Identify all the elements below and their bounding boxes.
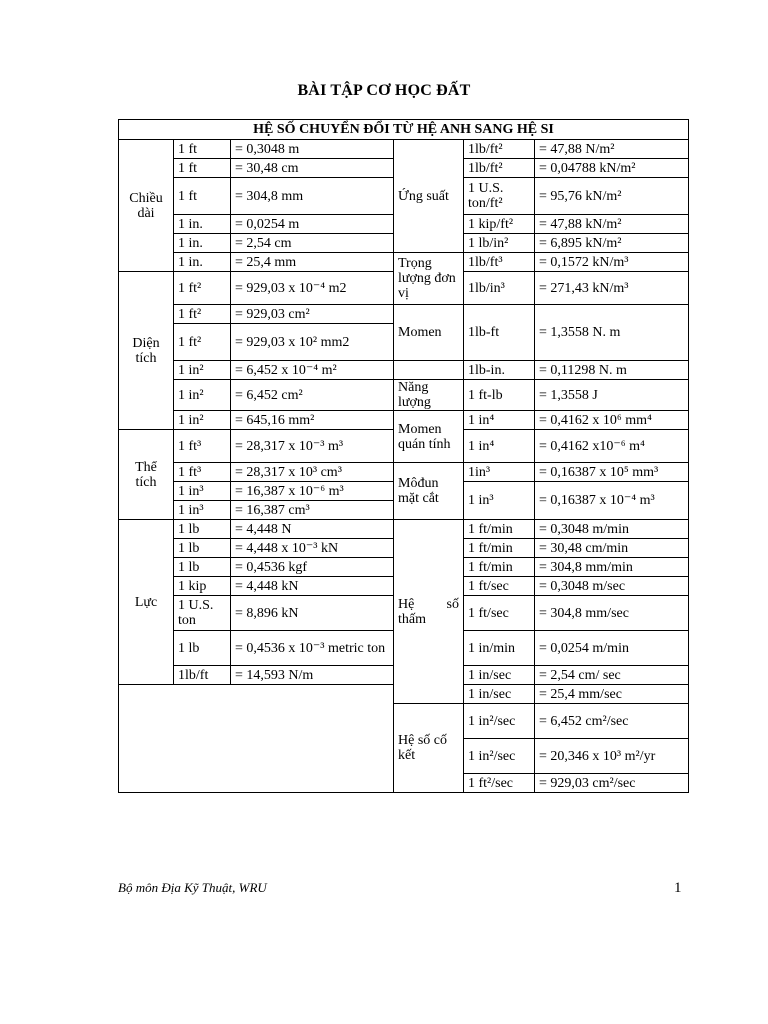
right-unit: 1 ft/sec [464,596,535,631]
right-unit: 1 U.S. ton/ft² [464,178,535,215]
left-value: = 929,03 x 10⁻⁴ m2 [231,272,394,305]
conversion-table [118,119,689,793]
left-unit: 1 kip [174,577,231,596]
left-value: = 25,4 mm [231,253,394,272]
right-value: = 0,3048 m/sec [535,577,689,596]
left-unit: 1 lb [174,539,231,558]
right-value: = 304,8 mm/sec [535,596,689,631]
footer-department: Bộ môn Địa Kỹ Thuật, WRU [118,880,267,895]
right-value: = 304,8 mm/min [535,558,689,577]
left-unit: 1 ft² [174,324,231,361]
right-unit: 1lb-in. [464,361,535,380]
right-value: = 47,88 kN/m² [535,215,689,234]
right-value: = 6,452 cm²/sec [535,704,689,739]
right-unit: 1 in/min [464,631,535,666]
left-unit: 1 in. [174,234,231,253]
left-value: = 16,387 x 10⁻⁶ m³ [231,482,394,501]
right-value: = 20,346 x 10³ m²/yr [535,739,689,774]
right-value: = 1,3558 N. m [535,305,689,361]
right-value: = 0,16387 x 10⁻⁴ m³ [535,482,689,520]
right-unit: 1lb/ft² [464,159,535,178]
left-value: = 16,387 cm³ [231,501,394,520]
category-unit-weight: Trọng lượng đơn vị [394,253,464,305]
left-unit: 1 in³ [174,501,231,520]
right-value: = 95,76 kN/m² [535,178,689,215]
left-value: = 28,317 x 10⁻³ m³ [231,430,394,463]
right-unit: 1lb/ft³ [464,253,535,272]
right-value: = 6,895 kN/m² [535,234,689,253]
category-permeability: Hệ số thấm [394,520,464,704]
left-unit: 1 lb [174,631,231,666]
left-unit: 1 U.S. ton [174,596,231,631]
right-value: = 1,3558 J [535,380,689,411]
category-inertia: Momen quán tính [394,411,464,463]
left-unit: 1 lb [174,558,231,577]
right-value: = 0,04788 kN/m² [535,159,689,178]
category-consolidation: Hệ số cố kết [394,704,464,793]
category-force: Lực [119,520,174,685]
left-value: = 929,03 cm² [231,305,394,324]
page-title: BÀI TẬP CƠ HỌC ĐẤT [297,82,471,99]
left-value: = 8,896 kN [231,596,394,631]
right-value: = 0,4162 x10⁻⁶ m⁴ [535,430,689,463]
right-value: = 47,88 N/m² [535,140,689,159]
right-value: = 25,4 mm/sec [535,685,689,704]
left-value: = 2,54 cm [231,234,394,253]
right-value: = 929,03 cm²/sec [535,774,689,793]
left-unit: 1 in² [174,380,231,411]
left-value: = 6,452 cm² [231,380,394,411]
left-value: = 304,8 mm [231,178,394,215]
right-value: = 0,4162 x 10⁶ mm⁴ [535,411,689,430]
right-unit: 1 kip/ft² [464,215,535,234]
left-unit: 1 lb [174,520,231,539]
left-value: = 28,317 x 10³ cm³ [231,463,394,482]
right-unit: 1 ft/sec [464,577,535,596]
right-unit: 1lb/ft² [464,140,535,159]
category-volume: Thể tích [119,430,174,520]
left-value: = 0,4536 x 10⁻³ metric ton [231,631,394,666]
category-energy: Năng lượng [394,380,464,411]
right-value: = 30,48 cm/min [535,539,689,558]
left-unit: 1 in. [174,215,231,234]
left-unit: 1 ft² [174,272,231,305]
category-moment: Momen [394,305,464,361]
left-unit: 1lb/ft [174,666,231,685]
left-value: = 14,593 N/m [231,666,394,685]
empty-cell [119,685,394,793]
right-value: = 271,43 kN/m³ [535,272,689,305]
left-unit: 1 ft³ [174,430,231,463]
right-unit: 1 ft-lb [464,380,535,411]
right-unit: 1 ft/min [464,539,535,558]
right-unit: 1 in²/sec [464,704,535,739]
table-header: HỆ SỐ CHUYỂN ĐỔI TỪ HỆ ANH SANG HỆ SI [119,120,689,140]
category-moment-cont [394,361,464,380]
left-unit: 1 ft [174,159,231,178]
category-area: Diện tích [119,272,174,430]
right-unit: 1 ft/min [464,558,535,577]
right-value: = 0,11298 N. m [535,361,689,380]
right-unit: 1 ft²/sec [464,774,535,793]
left-unit: 1 in² [174,411,231,430]
left-value: = 4,448 N [231,520,394,539]
left-value: = 30,48 cm [231,159,394,178]
category-section-modulus: Môđun mặt cắt [394,463,464,520]
left-value: = 929,03 x 10² mm2 [231,324,394,361]
left-unit: 1 ft² [174,305,231,324]
right-value: = 0,3048 m/min [535,520,689,539]
left-unit: 1 ft³ [174,463,231,482]
left-value: = 0,3048 m [231,140,394,159]
right-value: = 0,0254 m/min [535,631,689,666]
right-value: = 2,54 cm/ sec [535,666,689,685]
right-unit: 1in³ [464,463,535,482]
right-unit: 1 ft/min [464,520,535,539]
left-value: = 0,4536 kgf [231,558,394,577]
category-stress: Ứng suất [394,140,464,253]
page-number: 1 [674,880,682,896]
right-unit: 1 lb/in² [464,234,535,253]
category-length: Chiều dài [119,140,174,272]
left-unit: 1 in² [174,361,231,380]
right-unit: 1 in⁴ [464,411,535,430]
right-unit: 1 in⁴ [464,430,535,463]
left-unit: 1 in³ [174,482,231,501]
left-unit: 1 ft [174,140,231,159]
left-value: = 4,448 x 10⁻³ kN [231,539,394,558]
left-value: = 6,452 x 10⁻⁴ m² [231,361,394,380]
right-unit: 1 in/sec [464,666,535,685]
right-value: = 0,16387 x 10⁵ mm³ [535,463,689,482]
left-value: = 4,448 kN [231,577,394,596]
left-unit: 1 in. [174,253,231,272]
right-unit: 1 in²/sec [464,739,535,774]
right-unit: 1 in³ [464,482,535,520]
left-value: = 0,0254 m [231,215,394,234]
right-unit: 1lb-ft [464,305,535,361]
right-unit: 1lb/in³ [464,272,535,305]
right-value: = 0,1572 kN/m³ [535,253,689,272]
left-unit: 1 ft [174,178,231,215]
right-unit: 1 in/sec [464,685,535,704]
left-value: = 645,16 mm² [231,411,394,430]
